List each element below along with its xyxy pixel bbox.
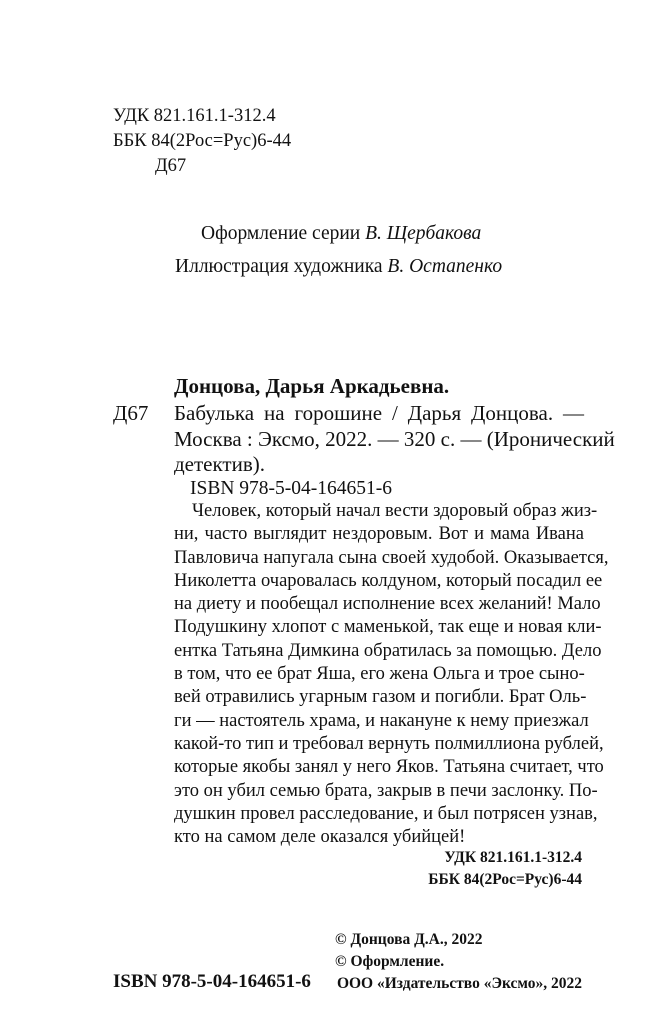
series-design-label: Оформление серии [201,223,361,244]
copyright-design-label: © Оформление. [335,953,445,970]
bottom-bbk-code: ББК 84(2Рос=Рус)6-44 [428,871,582,888]
bottom-udk-code: УДК 821.161.1-312.4 [444,849,582,866]
catalog-author-heading: Донцова, Дарья Аркадьевна. [174,374,450,398]
description-line: детектив). [174,452,266,476]
illustration-credit [175,256,502,278]
description-line: Москва : Эксмо, 2022. — 320 с. — (Иронический [174,426,615,451]
annotation [174,500,609,849]
annotation-line: душкин провел расследование, и был потрясен узнав, [174,803,598,824]
catalog-author-mark: Д67 [113,401,149,425]
copyright-publisher: ООО «Издательство «Эксмо», 2022 [336,975,582,992]
annotation-line: ги — настоятель храма, и накануне к нему приезжал [174,710,589,731]
annotation-line: в том, что ее брат Яша, его жена Ольга и трое сыно- [174,664,585,685]
annotation-line: Павловича напугала сына своей худобой. Оказывается, [174,547,609,568]
catalog-description [174,401,615,478]
annotation-line: которые якобы занял у него Яков. Татьяна считает, что [174,757,604,778]
description-line: Бабулька на горошине / Дарья Донцова. — [174,401,584,425]
annotation-line: вей отравились угарным газом и погибли. Брат Оль- [174,687,587,708]
bbk-code: ББК 84(2Рос=Рус)6-44 [113,131,292,151]
catalog-isbn: ISBN 978-5-04-164651-6 [190,478,393,499]
copyright-author: © Донцова Д.А., 2022 [335,931,483,948]
annotation-line: это он убил семью брата, закрыв в печи заслонку. По- [174,780,598,801]
annotation-line: какой-то тип и требовал вернуть полмиллиона рублей, [174,733,604,754]
annotation-line: Николетта очаровалась колдуном, который посадил ее [174,570,603,591]
annotation-line: Человек, который начал вести здоровый образ жиз- [192,501,598,521]
annotation-line: ни, часто выглядит нездоровым. Вот и мама Ивана [174,524,584,545]
series-design-name: В. Щербакова [365,223,482,244]
annotation-line: Подушкину хлопот с маменькой, так еще и новая кли- [174,617,602,638]
annotation-line: на диету и пообещал исполнение всех желаний! Мало [174,594,601,615]
annotation-line: кто на самом деле оказался убийцей! [174,827,466,848]
series-design-credit [201,223,481,245]
footer-isbn: ISBN 978-5-04-164651-6 [113,971,311,992]
illustration-name: В. Остапенко [387,256,503,277]
udk-code: УДК 821.161.1-312.4 [113,106,276,126]
annotation-line: ентка Татьяна Димкина обратилась за помощью. Дело [174,640,602,661]
illustration-label: Иллюстрация художника [175,256,383,277]
author-mark: Д67 [155,156,187,176]
